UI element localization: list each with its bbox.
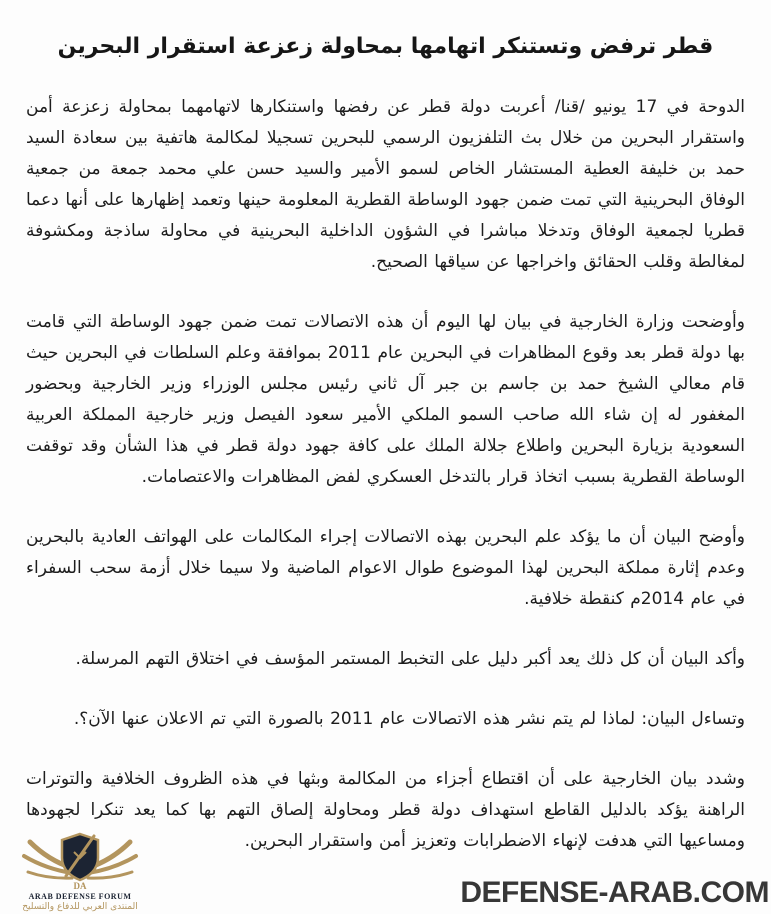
article-paragraph: وشدد بيان الخارجية على أن اقتطاع أجزاء من المكالمة وبثها في هذه الظروف الخلافية والتوترات الراهنة يؤكد بالدليل القاطع استهداف دولة قطر ومحاولة إلصاق التهم بها كما يعد تنكرا لجهودها ومساعيها التي هدفت لإنهاء الاضطرابات وتعزيز أمن واستقرار البحرين. bbox=[26, 769, 745, 851]
article-paragraph: وأوضح البيان أن ما يؤكد علم البحرين بهذه الاتصالات إجراء المكالمات على الهواتف العادية بالبحرين وعدم إثارة مملكة البحرين لهذا الموضوع طوال الاعوام الماضية ولا سيما خلال أزمة سحب السفراء في عام 2014م كنقطة خلافية. bbox=[26, 527, 745, 609]
defense-arab-watermark: DEFENSE-ARAB.COM bbox=[460, 876, 769, 909]
arab-defense-forum-logo bbox=[12, 832, 148, 912]
article-paragraph: الدوحة في 17 يونيو /قنا/ أعربت دولة قطر عن رفضها واستنكارها لاتهامهما بمحاولة زعزعة أمن واستقرار البحرين من خلال بث التلفزيون الرسمي للبحرين تسجيلا لمكالمة هاتفية بين سعادة السيد حمد بن خليفة العطية المستشار الخاص لسمو الأمير والسيد حسن علي محمد جمعة من جمعية الوفاق البحرينية التي تمت ضمن جهود الوساطة القطرية المعلومة حينها وتعمد إظهارها على أنها دعما قطريا لجمعية الوفاق وتدخلا مباشرا في الشؤون الداخلية البحرينية في محاولة ساذجة ومكشوفة لمغالطة وقلب الحقائق واخراجها عن سياقها الصحيح. bbox=[26, 97, 746, 272]
page-title: قطر ترفض وتستنكر اتهامها بمحاولة زعزعة استقرار البحرين bbox=[57, 34, 714, 59]
article-paragraph: وأكد البيان أن كل ذلك يعد أكبر دليل على التخبط المستمر المؤسف في اختلاق التهم المرسلة. bbox=[75, 649, 745, 669]
logo-name-ar: المنتدى العربي للدفاع والتسليح bbox=[22, 902, 138, 912]
svg-text:DA: DA bbox=[73, 881, 87, 890]
article-paragraph: وأوضحت وزارة الخارجية في بيان لها اليوم أن هذه الاتصالات تمت ضمن جهود الوساطة التي قامت بها دولة قطر بعد وقوع المظاهرات في البحرين عام 2011 بموافقة وعلم السلطات في البحرين حيث قام معالي الشيخ حمد بن جاسم بن جبر آل ثاني رئيس مجلس الوزراء وزير الخارجية وبحضور المغفور له إن شاء الله صاحب السمو الملكي الأمير سعود الفيصل وزير خارجية المملكة العربية السعودية بزيارة البحرين واطلاع جلالة الملك على كافة جهود دولة قطر في هذا الشأن وقد توقفت الوساطة القطرية بسبب اتخاذ قرار بالتدخل العسكري لفض المظاهرات والاعتصامات. bbox=[26, 312, 746, 487]
article-paragraph: وتساءل البيان: لماذا لم يتم نشر هذه الاتصالات عام 2011 بالصورة التي تم الاعلان عنها الآن؟. bbox=[73, 709, 745, 729]
logo-name-en: ARAB DEFENSE FORUM bbox=[28, 892, 132, 901]
